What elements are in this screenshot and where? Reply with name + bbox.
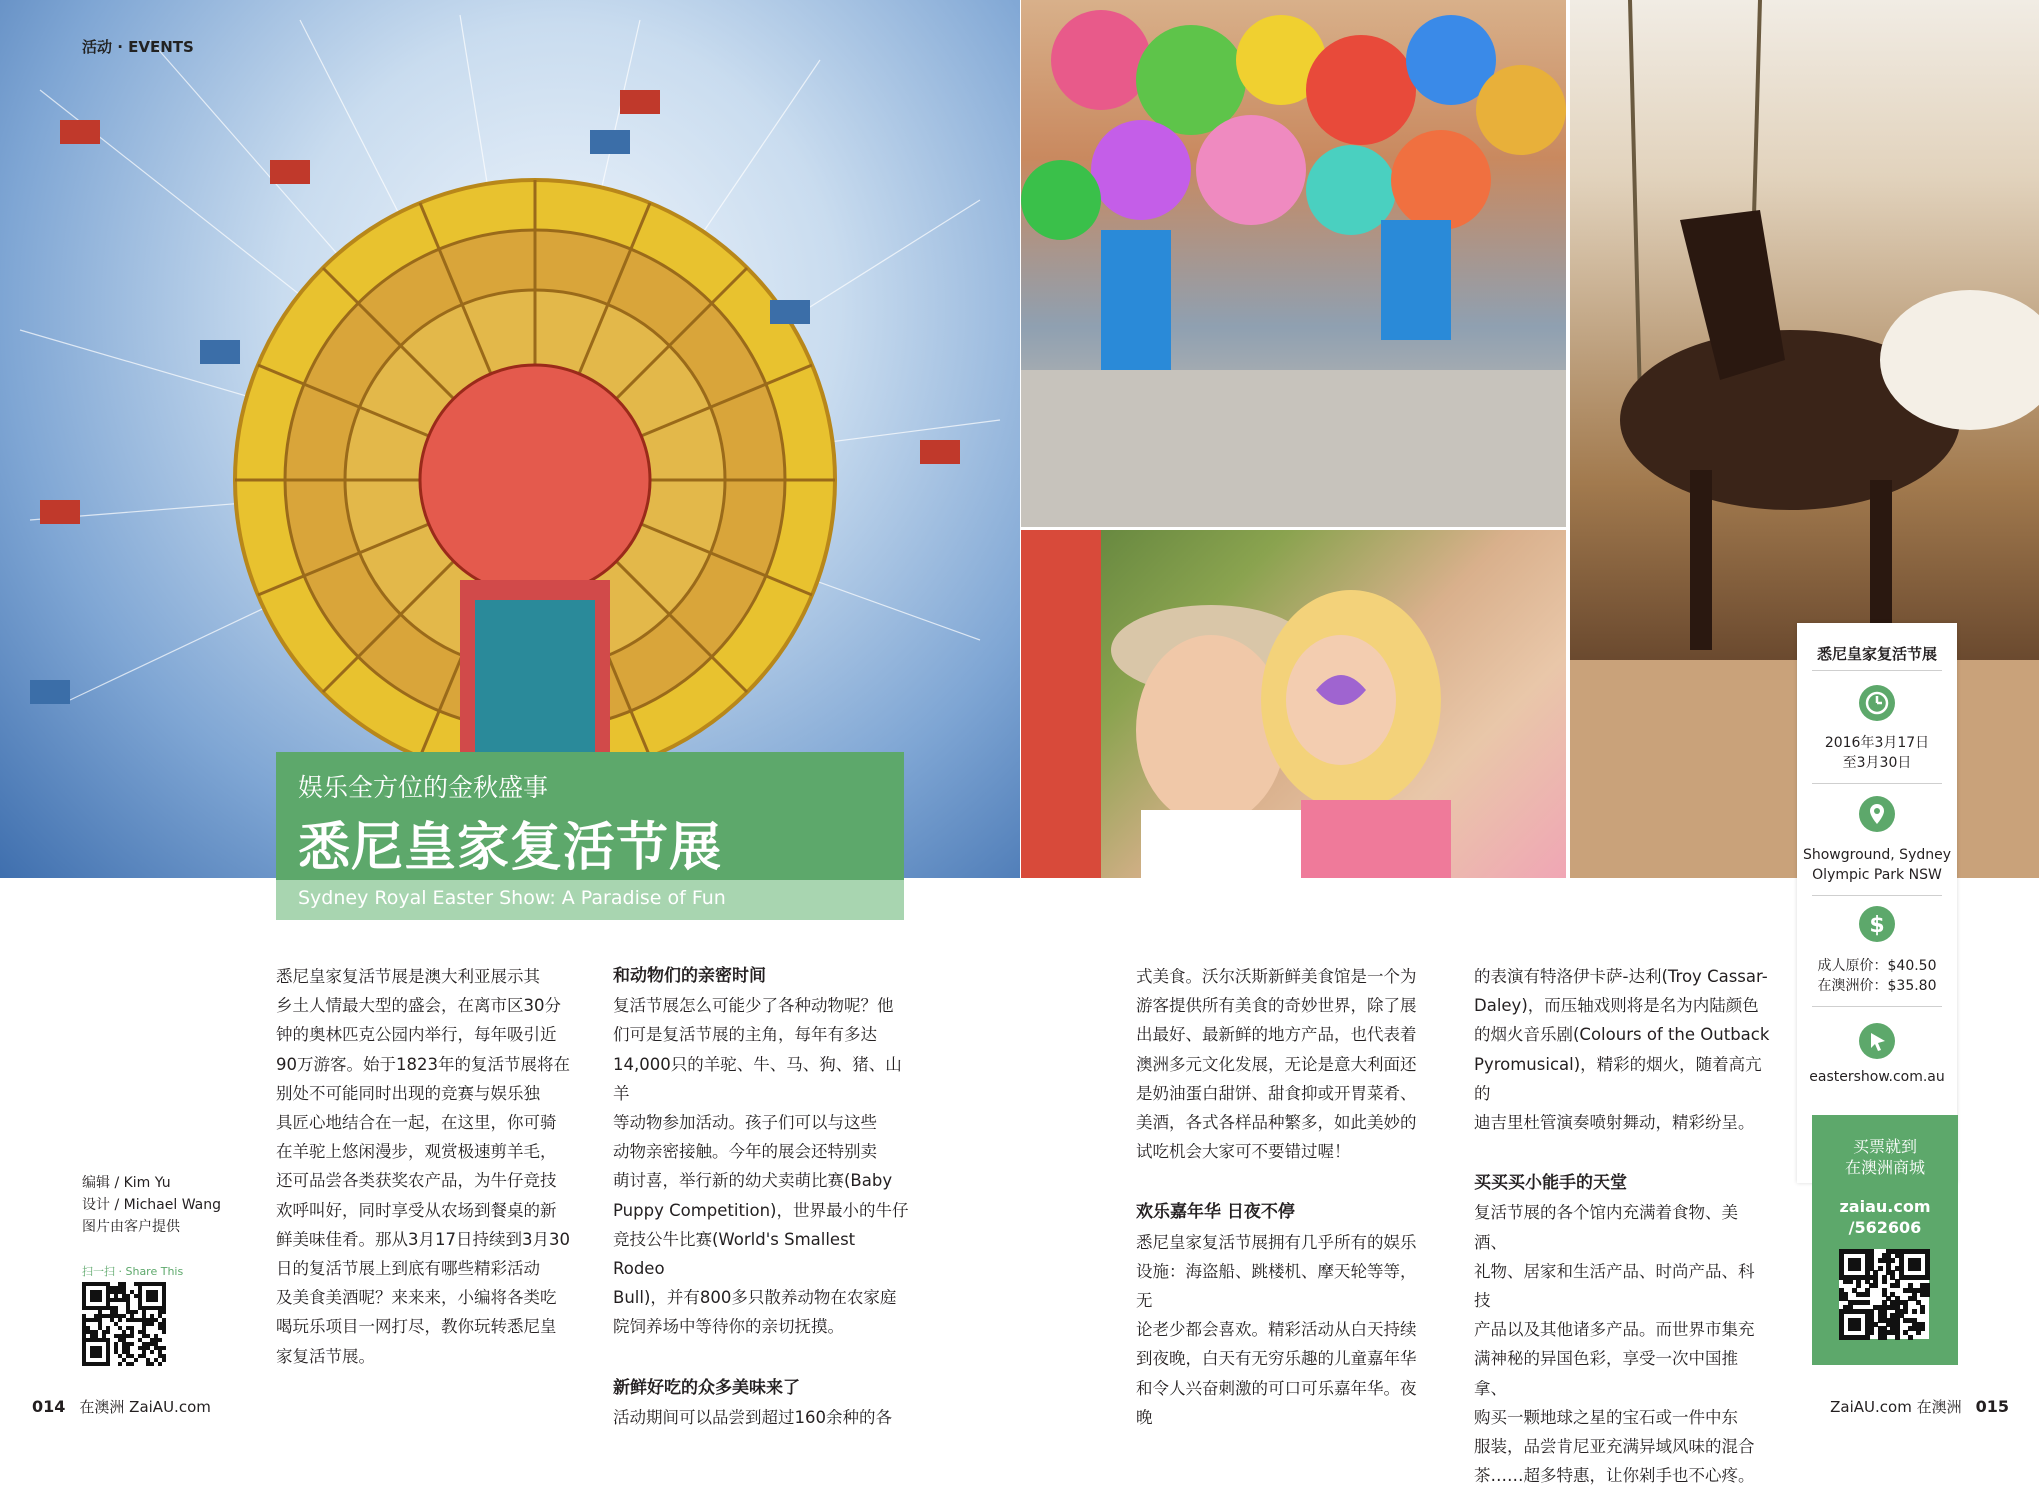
qr-module — [118, 1318, 122, 1322]
section-label: 活动 · EVENTS — [82, 38, 194, 56]
designer-credit: 设计 / Michael Wang — [82, 1197, 221, 1213]
editor-credit: 编辑 / Kim Yu — [82, 1175, 171, 1191]
footer-left — [32, 1396, 211, 1417]
balloon-vendors-photo — [1021, 0, 1566, 527]
footer-right — [1830, 1396, 2009, 1417]
event-location: Showground, Sydney Olympic Park NSW — [1802, 847, 1952, 883]
event-website[interactable]: eastershow.com.au — [1809, 1069, 1945, 1085]
food-paragraph-continued: 式美食。沃尔沃斯新鲜美食馆是一个为 游客提供所有美食的奇妙世界，除了展 出最好、最新鲜的地方产品，也代表着 澳洲多元文化发展，无论是意大利面还 是奶油蛋白甜饼、甜食抑或开胃菜肴、 美酒，各式各样品种繁多，如此美妙的 试吃机会大家可不要错过喔！ — [1136, 967, 1417, 1162]
qr-module — [162, 1358, 166, 1362]
qr-module — [1865, 1300, 1870, 1305]
qr-module — [1856, 1326, 1861, 1331]
location-pin-icon — [1859, 796, 1895, 832]
qr-module — [1856, 1266, 1861, 1271]
qr-module — [1925, 1275, 1930, 1280]
qr-module — [162, 1310, 166, 1314]
swing-ride-illustration — [0, 0, 1020, 878]
buy-tickets-label: 买票就到 在澳洲商城 — [1844, 1137, 1925, 1177]
qr-module — [158, 1338, 162, 1342]
svg-text:$: $ — [1869, 913, 1885, 938]
heading-animals: 和动物们的亲密时间 — [613, 966, 766, 986]
qr-module — [1895, 1335, 1900, 1340]
footer-right-text: ZaiAU.com 在澳洲 — [1830, 1398, 1962, 1416]
qr-module — [162, 1346, 166, 1350]
english-title: Sydney Royal Easter Show: A Paradise of Fun — [298, 887, 726, 909]
event-date: 2016年3月17日 至3月30日 — [1824, 735, 1930, 771]
qr-module — [1920, 1326, 1925, 1331]
info-divider — [1812, 783, 1942, 784]
qr-module — [1916, 1330, 1921, 1335]
page-number-right: 015 — [1975, 1397, 2009, 1416]
qr-module — [1916, 1266, 1921, 1271]
carnival-paragraph-continued: 的表演有特洛伊卡萨-达利(Troy Cassar- Daley)，而压轴戏则将是名为内陆颜色 的烟火音乐剧(Colours of the Outback Pyromusical)，精彩的烟火，随着高亢的 迪吉里杜管演奏喷射舞动，精彩纷呈。 — [1474, 967, 1770, 1133]
qr-module — [106, 1362, 110, 1366]
qr-module — [1895, 1283, 1900, 1288]
page-title: 悉尼皇家复活节展 — [298, 818, 723, 878]
info-divider — [1812, 1006, 1942, 1007]
animals-paragraph: 复活节展怎么可能少了各种动物呢？他 们可是复活节展的主角，每年有多达 14,000只的羊驼、牛、马、狗、猪、山羊 等动物参加活动。孩子们可以与这些 动物亲密接触。今年的展会还特别卖 萌讨喜，举行新的幼犬卖萌比赛(Baby Puppy Competition)，世界最小的牛仔 竞技公牛比赛(World's Smallest Rodeo Bull)，并有800多只散养动物在农家庭 院饲养场中等待你的亲切抚摸。 — [613, 996, 909, 1337]
info-divider — [1812, 895, 1942, 896]
qr-module — [150, 1322, 154, 1326]
dollar-icon — [1859, 906, 1895, 942]
ticket-price: 成人原价：$40.50 在澳洲价：$35.80 — [1817, 958, 1937, 994]
buy-qr-code[interactable] — [1839, 1249, 1929, 1339]
food-paragraph: 活动期间可以品尝到超过160余种的各 — [613, 1407, 892, 1427]
qr-module — [1848, 1279, 1853, 1284]
qr-module — [1856, 1283, 1861, 1288]
qr-module — [150, 1350, 154, 1354]
footer-left-text: 在澳洲 ZaiAU.com — [79, 1398, 211, 1416]
carnival-paragraph: 悉尼皇家复活节展拥有几乎所有的娱乐 设施：海盗船、跳楼机、摩天轮等等，无 论老少都会喜欢。精彩活动从白天持续 到夜晚，白天有无穷乐趣的儿童嘉年华 和令人兴奋刺激的可口可乐嘉年华。夜晚 — [1136, 1232, 1417, 1427]
qr-module — [118, 1362, 122, 1366]
face-paint-photo — [1021, 530, 1566, 878]
qr-module — [1865, 1335, 1870, 1340]
qr-module — [98, 1354, 102, 1358]
qr-module — [1890, 1258, 1895, 1263]
buy-tickets-url[interactable]: zaiau.com /562606 — [1839, 1197, 1931, 1237]
article-column-1 — [276, 962, 570, 1371]
page-number-left: 014 — [32, 1397, 66, 1416]
article-column-4 — [1474, 962, 1770, 1490]
title-subtitle: 娱乐全方位的金秋盛事 — [298, 773, 549, 802]
article-column-2 — [613, 962, 909, 1432]
qr-module — [134, 1310, 138, 1314]
article-column-3 — [1136, 962, 1432, 1432]
heading-shopping: 买买买小能手的天堂 — [1474, 1173, 1627, 1194]
facepaint-illustration — [1021, 530, 1566, 878]
swing-ride-photo — [0, 0, 1020, 878]
qr-module — [130, 1342, 134, 1346]
qr-module — [134, 1358, 138, 1362]
balloons-illustration — [1021, 0, 1566, 527]
credits — [82, 1172, 221, 1238]
qr-module — [154, 1298, 158, 1302]
qr-module — [106, 1330, 110, 1334]
qr-module — [1878, 1266, 1883, 1271]
qr-module — [1912, 1309, 1917, 1314]
qr-module — [150, 1362, 154, 1366]
qr-module — [1873, 1283, 1878, 1288]
qr-module — [1882, 1279, 1887, 1284]
qr-module — [1908, 1335, 1913, 1340]
shopping-paragraph: 复活节展的各个馆内充满着食物、美酒、 礼物、居家和生活产品、时尚产品、科技 产品以及其他诸多产品。而世界市集充 满神秘的异国色彩，享受一次中国推拿、 购买一颗地球之星的宝石或一件中东 服装，品尝肯尼亚充满异域风味的混合 茶……超多特惠，让你剁手也不心疼。 — [1474, 1203, 1755, 1486]
qr-module — [1920, 1309, 1925, 1314]
info-title: 悉尼皇家复活节展 — [1816, 645, 1937, 663]
share-label: 扫一扫 · Share This — [82, 1265, 184, 1278]
cursor-icon — [1859, 1023, 1895, 1059]
qr-module — [1869, 1330, 1874, 1335]
info-divider — [1812, 670, 1942, 671]
clock-icon — [1859, 685, 1895, 721]
qr-module — [1925, 1292, 1930, 1297]
qr-module — [1882, 1335, 1887, 1340]
heading-carnival: 欢乐嘉年华 日夜不停 — [1136, 1202, 1295, 1223]
qr-module — [130, 1362, 134, 1366]
photo-credit: 图片由客户提供 — [82, 1219, 180, 1235]
qr-module — [130, 1334, 134, 1338]
qr-module — [98, 1298, 102, 1302]
qr-module — [1865, 1292, 1870, 1297]
heading-food: 新鲜好吃的众多美味来了 — [613, 1377, 800, 1398]
share-qr-code[interactable] — [82, 1282, 166, 1366]
qr-module — [1903, 1309, 1908, 1314]
qr-module — [162, 1330, 166, 1334]
intro-paragraph: 悉尼皇家复活节展是澳大利亚展示其 乡土人情最大型的盛会，在离市区30分 钟的奥林匹克公园内举行，每年吸引近 90万游客。始于1823年的复活节展将在 别处不可能同时出现的竞赛与娱乐独 具匠心地结合在一起，在这里，你可骑 在羊驼上悠闲漫步，观赏极速剪羊毛， 还可品尝各类获奖农产品，为牛仔竞技 欢呼叫好，同时享受从农场到餐桌的新 鲜美味佳肴。那从3月17日持续到3月30 日的复活节展上到底有哪些精彩活动 及美食美酒呢？来来来，小编将各类吃 喝玩乐项目一网打尽，教你玩转悉尼皇 家复活节展。 — [276, 967, 570, 1366]
qr-module — [158, 1362, 162, 1366]
